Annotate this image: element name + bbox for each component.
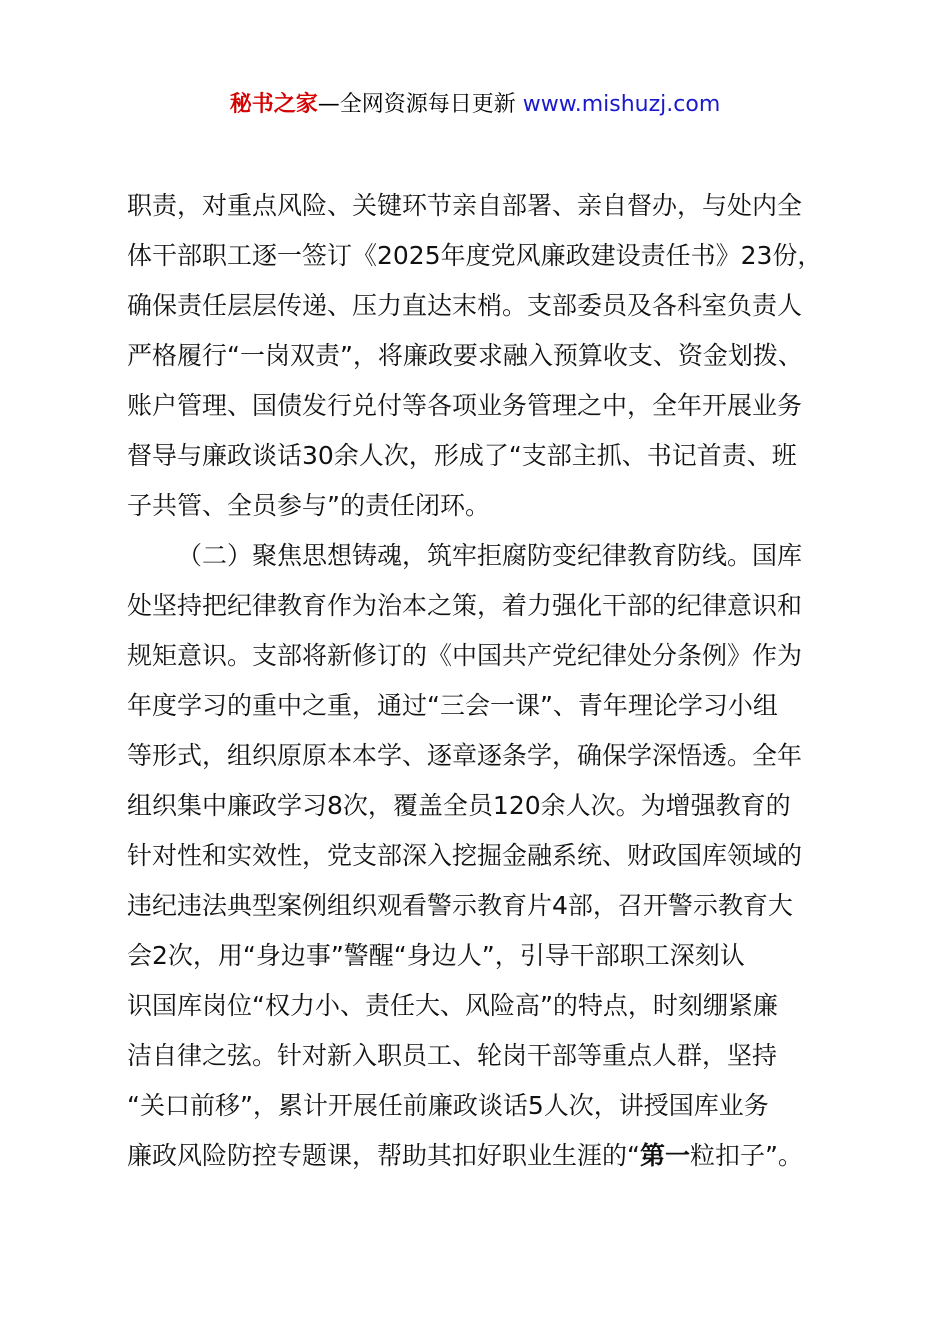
site-header	[0, 88, 950, 122]
text-line: 规矩意识。支部将新修订的《中国共产党纪律处分条例》作为	[127, 641, 803, 670]
text-line: 子共管、全员参与”的责任闭环。	[127, 491, 490, 520]
paragraph-discipline-education	[127, 531, 847, 1181]
last-line-bold: 第一	[639, 1141, 690, 1170]
text-line: 督导与廉政谈话30余人次，形成了“支部主抓、书记首责、班	[127, 441, 797, 470]
section-heading-line: （二）聚焦思想铸魂，筑牢拒腐防变纪律教育防线。国库	[177, 541, 803, 570]
text-line: 针对性和实效性，党支部深入挖掘金融系统、财政国库领域的	[127, 841, 803, 870]
text-line: 会2次，用“身边事”警醒“身边人”，引导干部职工深刻认	[127, 941, 745, 970]
text-line: 严格履行“一岗双责”，将廉政要求融入预算收支、资金划拨、	[127, 341, 803, 370]
document-body	[127, 181, 847, 1181]
text-line: 违纪违法典型案例组织观看警示教育片4部，召开警示教育大	[127, 891, 793, 920]
text-line: 处坚持把纪律教育作为治本之策，着力强化干部的纪律意识和	[127, 591, 803, 620]
text-line: 等形式，组织原原本本学、逐章逐条学，确保学深悟透。全年	[127, 741, 803, 770]
text-line: 洁自律之弦。针对新入职员工、轮岗干部等重点人群，坚持	[127, 1041, 778, 1070]
text-line: 年度学习的重中之重，通过“三会一课”、青年理论学习小组	[127, 691, 778, 720]
text-line: 组织集中廉政学习8次，覆盖全员120余人次。为增强教育的	[127, 791, 791, 820]
text-line: 体干部职工逐一签订《2025年度党风廉政建设责任书》23份，	[127, 241, 823, 270]
text-line: 职责，对重点风险、关键环节亲自部署、亲自督办，与处内全	[127, 191, 803, 220]
paragraph-responsibility	[127, 181, 847, 531]
last-line-prefix: 廉政风险防控专题课，帮助其扣好职业生涯的“	[127, 1141, 640, 1170]
text-line: 确保责任层层传递、压力直达末梢。支部委员及各科室负责人	[127, 291, 803, 320]
text-line-last	[127, 1131, 847, 1181]
last-line-suffix: 粒扣子”。	[689, 1141, 803, 1170]
site-url-link[interactable]: www.mishuzj.com	[522, 92, 721, 117]
text-line: 账户管理、国债发行兑付等各项业务管理之中，全年开展业务	[127, 391, 803, 420]
brand-name: 秘书之家	[229, 92, 318, 117]
header-tagline: —全网资源每日更新	[317, 92, 523, 117]
text-line: 识国库岗位“权力小、责任大、风险高”的特点，时刻绷紧廉	[127, 991, 778, 1020]
text-line: “关口前移”，累计开展任前廉政谈话5人次，讲授国库业务	[127, 1091, 769, 1120]
